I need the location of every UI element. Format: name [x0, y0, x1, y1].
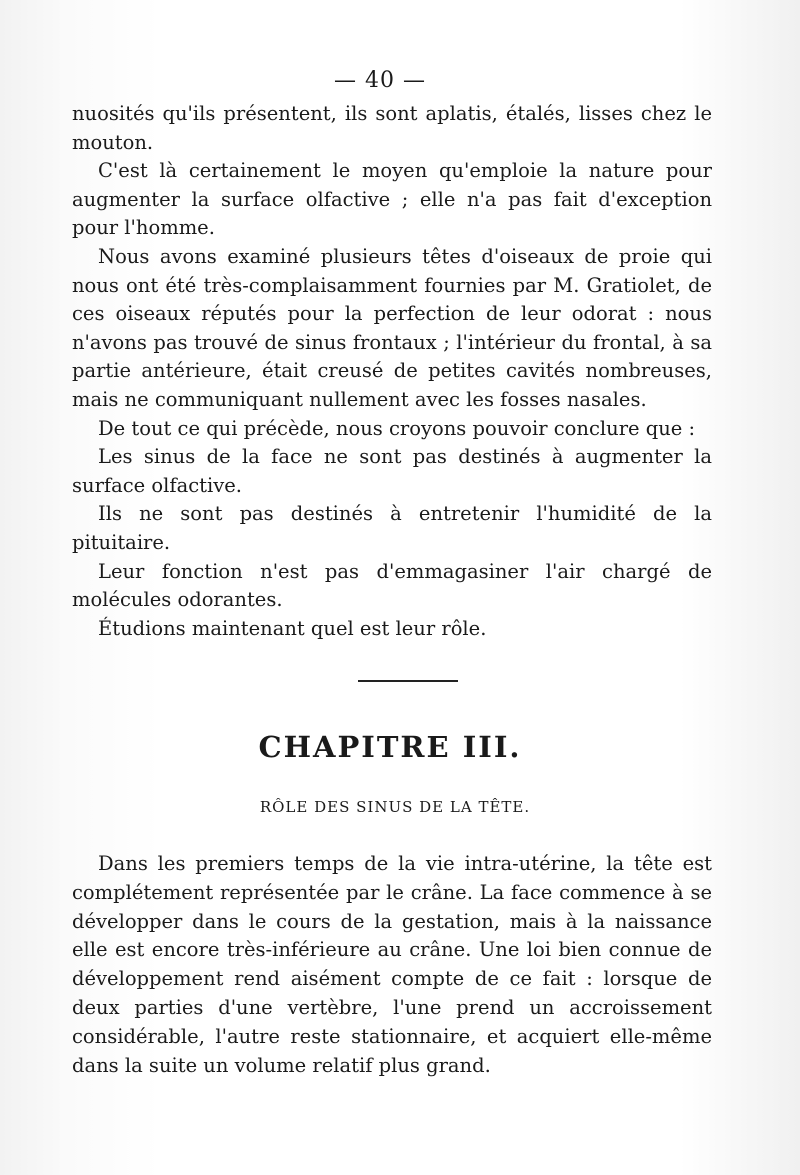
paragraph-nature: C'est là certainement le moyen qu'emploie la nature pour augmenter la surface olfactive ; elle n'a pas fait d'exception pour l'homme. — [72, 159, 712, 240]
paragraph-conclusion-1: Les sinus de la face ne sont pas destinés à augmenter la surface olfactive. — [72, 445, 712, 497]
section-divider — [358, 680, 458, 682]
page-number: — 40 — — [334, 68, 426, 93]
paragraph-oiseaux: Nous avons examiné plusieurs têtes d'oiseaux de proie qui nous ont été très-complaisamment fournies par M. Gratiolet, de ces oiseaux réputés pour la perfection de leur odorat : nous n'avons pas trouvé de sinus frontaux ; l'intérieur du frontal, à sa partie antérieure, était creusé de petites cavités nombreuses, mais ne communiquant nullement avec les fosses nasales. — [72, 244, 712, 411]
paragraph-conclusion-intro: De tout ce qui précède, nous croyons pouvoir conclure que : — [98, 416, 696, 440]
paragraph-continuation: nuosités qu'ils présentent, ils sont aplatis, étalés, lisses chez le mouton. — [72, 102, 712, 154]
paragraph-conclusion-2: Ils ne sont pas destinés à entretenir l'humidité de la pituitaire. — [72, 502, 712, 554]
paragraph-conclusion-3: Leur fonction n'est pas d'emmagasiner l'air chargé de molécules odorantes. — [72, 559, 712, 612]
chapter-text — [72, 850, 712, 1080]
body-text — [72, 100, 712, 643]
paragraph-etudions: Étudions maintenant quel est leur rôle. — [98, 616, 487, 640]
chapter-title: CHAPITRE III. — [258, 730, 522, 764]
chapter-paragraph: Dans les premiers temps de la vie intra-utérine, la tête est complétement représentée par le crâne. La face commence à se développer dans le cours de la gestation, mais à la naissance elle est encore très-inférieure au crâne. Une loi bien connue de développement rend aisément compte de ce fait : lorsque de deux parties d'une vertèbre, l'une prend un accroissement considérable, l'autre reste stationnaire, et acquiert elle-même dans la suite un volume relatif plus grand. — [72, 852, 712, 1077]
chapter-subtitle: RÔLE DES SINUS DE LA TÊTE. — [259, 798, 531, 816]
